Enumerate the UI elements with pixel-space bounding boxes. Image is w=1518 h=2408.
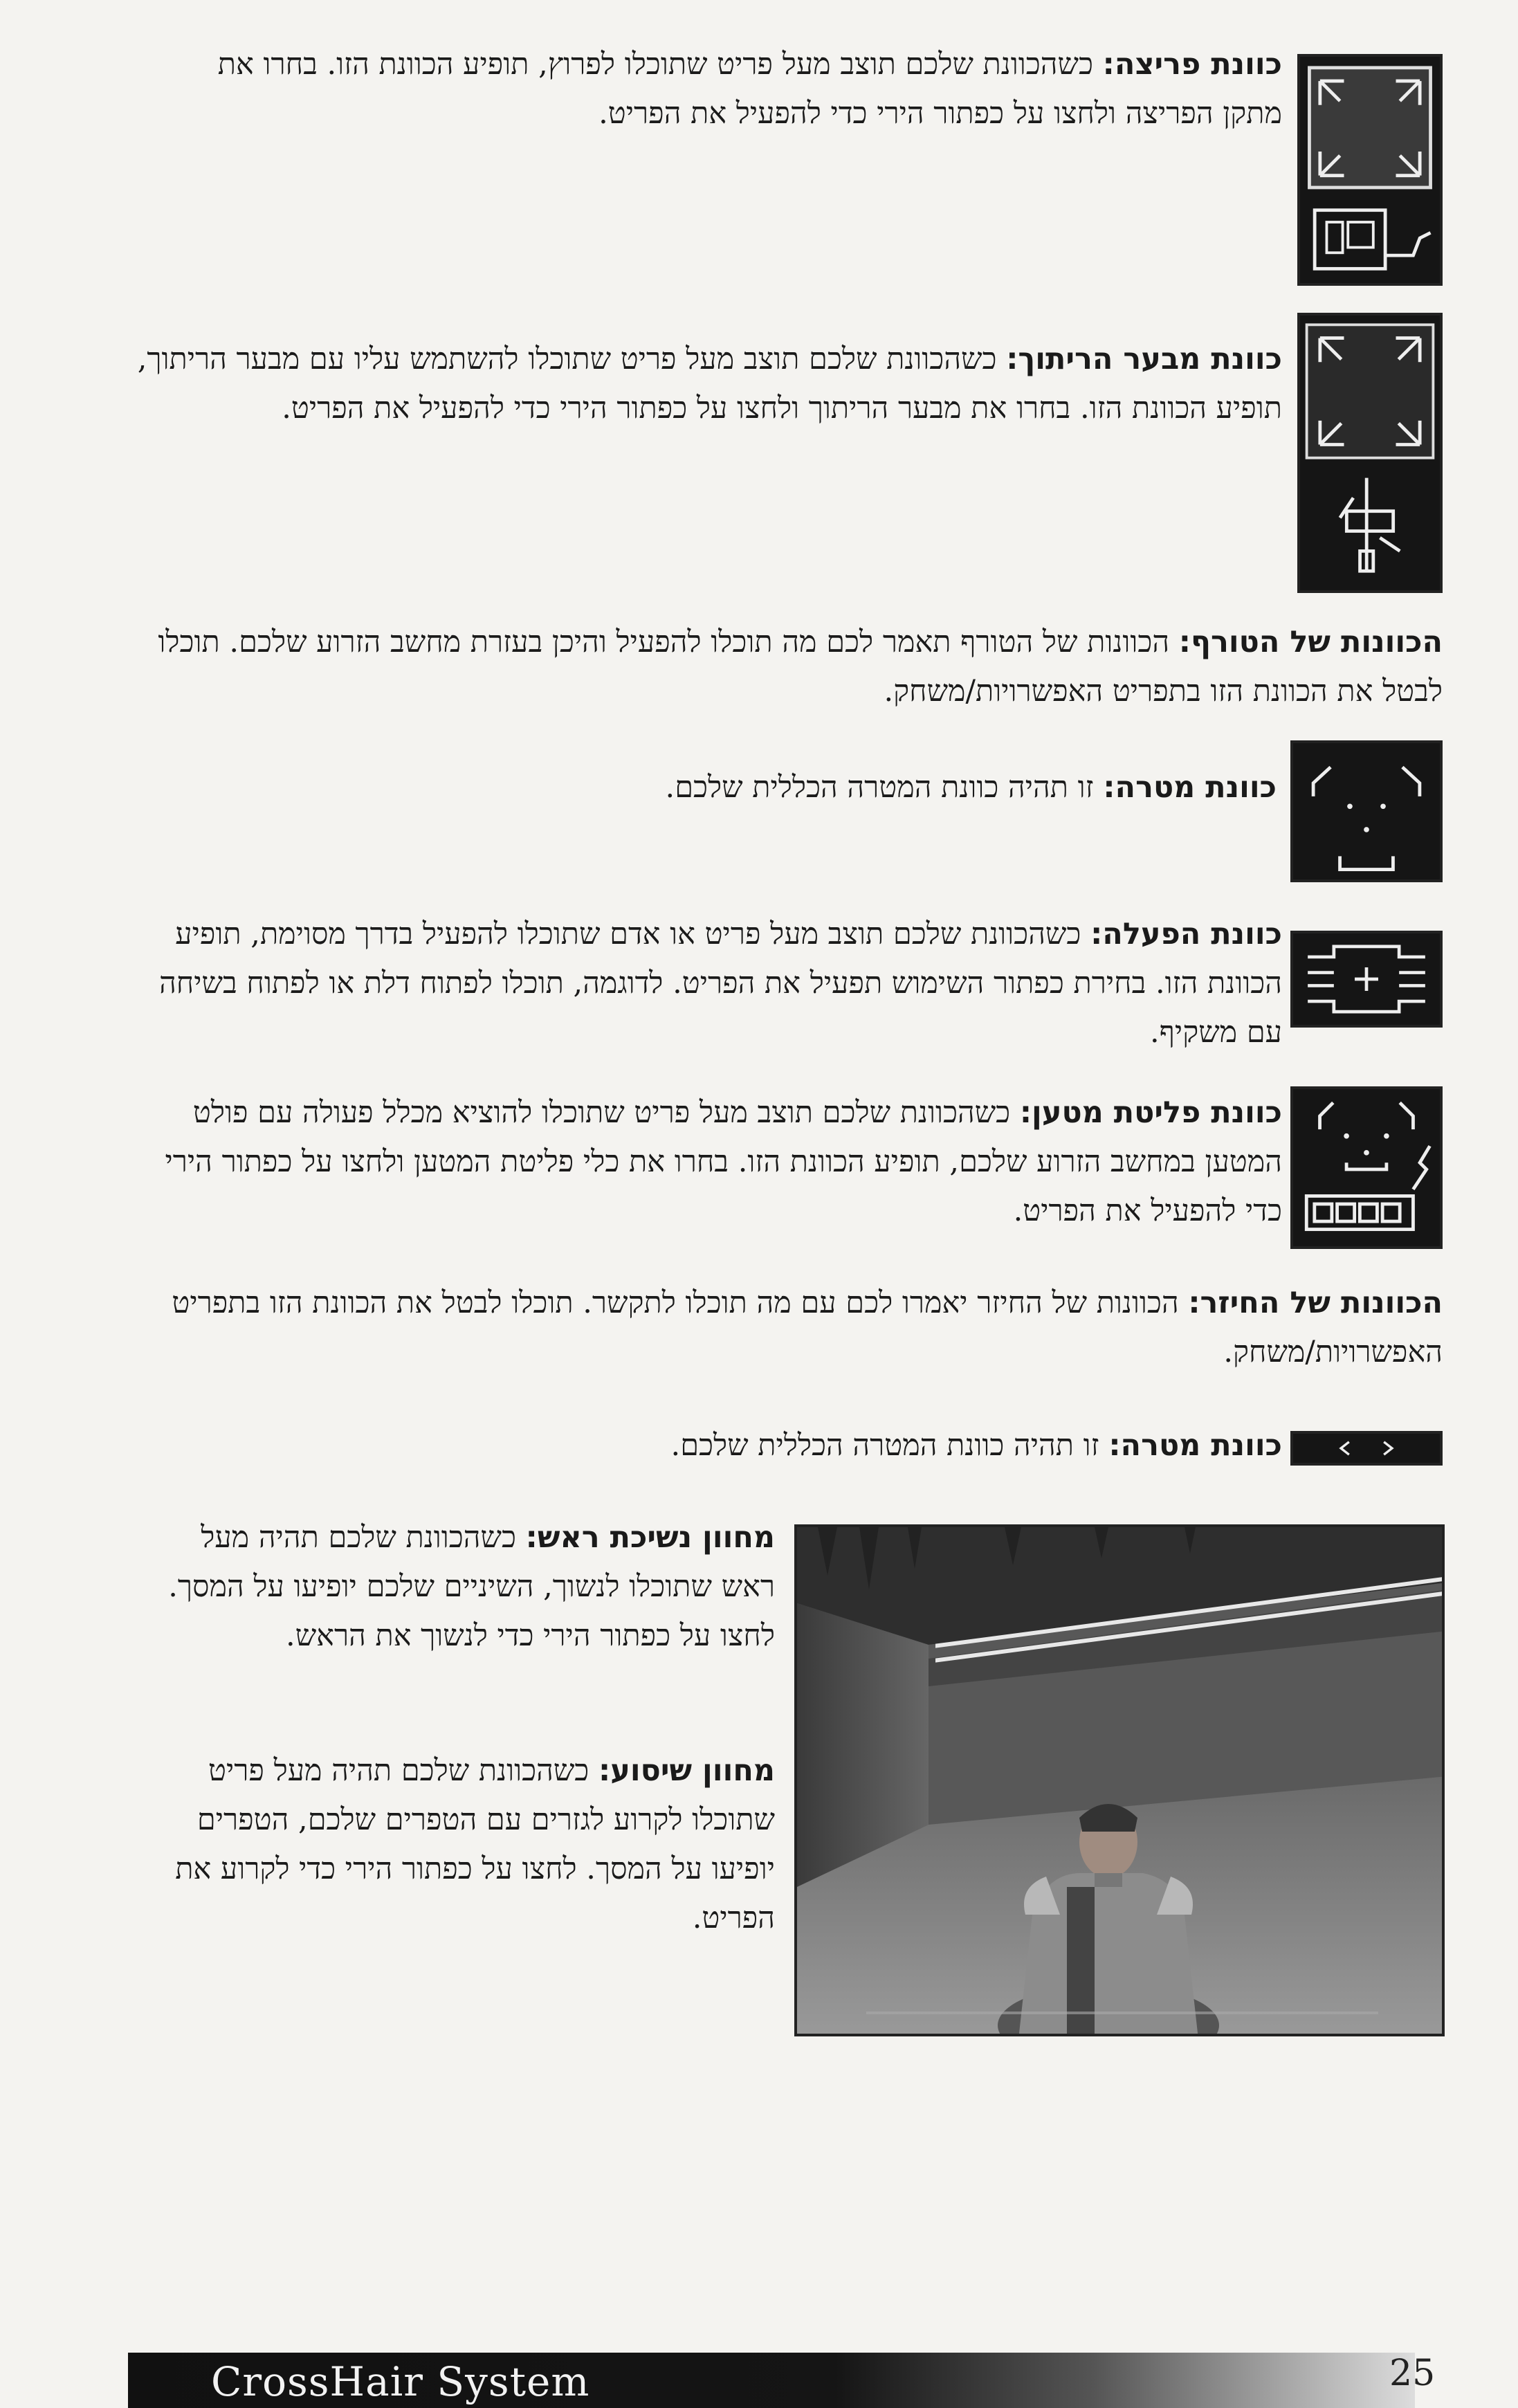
headbite-indicator-title: מחוון נשיכת ראש: (525, 1520, 775, 1555)
shred-indicator-body: כשהכוונת שלכם תהיה מעל פריט שתוכלו לקרוע לגזרים עם הטפרים שלכם, הטפרים יופיעו על המסך. לחצו על כפתור הירי כדי לקרוע את הפריט. (175, 1753, 775, 1935)
welding-torch-crosshair-text (131, 335, 1282, 433)
target-crosshair-title: כוונת מטרה: (1103, 770, 1277, 805)
alien-target-crosshair-text (156, 1421, 1282, 1470)
charge-emitter-crosshair-title: כוונת פליטת מטען: (1019, 1095, 1282, 1130)
footer-section-title: CrossHair System (211, 2358, 590, 2405)
headbite-indicator-body: כשהכוונת שלכם תהיה מעל ראש שתוכלו לנשוך, השיניים שלכם יופיעו על המסך. לחצו על כפתור הירי כדי לנשוך את הראש. (168, 1520, 775, 1653)
page-number: 25 (1389, 2353, 1436, 2394)
freeze-crosshair-title: כוונת פריצה: (1102, 47, 1282, 82)
alien-target-crosshair-title: כוונת מטרה: (1108, 1428, 1282, 1463)
welding-torch-crosshair-icon (1297, 313, 1443, 593)
predator-crosshairs-text (156, 618, 1443, 716)
alien-crosshairs-text (149, 1279, 1443, 1377)
target-crosshair-icon (1290, 740, 1443, 882)
action-crosshair-title: כוונת הפעלה: (1090, 917, 1282, 951)
headbite-indicator-text (142, 1513, 775, 1661)
shred-indicator-title: מחוון שיסוע: (598, 1753, 775, 1788)
game-screenshot (794, 1524, 1445, 2036)
shred-indicator-text (142, 1746, 775, 1943)
freeze-crosshair-icon (1297, 54, 1443, 286)
freeze-crosshair-body: כשהכוונת שלכם תוצב מעל פריט שתוכלו לפרוץ, תופיע הכוונת הזו. בחרו את מתקן הפריצה ולחצו על כפתור הירי כדי להפעיל את הפריט. (217, 47, 1282, 131)
alien-crosshairs-body: הכוונות של החיזר יאמרו לכם עם מה תוכלו לתקשר. תוכלו לבטל את הכוונת הזו בתפריט האפשרויות/משחק. (172, 1286, 1443, 1369)
alien-target-crosshair-icon (1290, 1431, 1443, 1466)
predator-crosshairs-title: הכוונות של הטורף: (1178, 625, 1443, 659)
freeze-crosshair-text (156, 40, 1282, 138)
action-crosshair-body: כשהכוונת שלכם תוצב מעל פריט או אדם שתוכלו להפעיל בדרך מסוימת, תופיע הכוונת הזו. בחירת כפתור השימוש תפעיל את הפריט. לדוגמה, תוכלו לפתוח דלת או לפתוח בשיחה עם משקיף. (159, 917, 1282, 1050)
action-crosshair-text (145, 910, 1282, 1057)
alien-crosshairs-title: הכוונות של החיזר: (1188, 1286, 1443, 1320)
target-crosshair-body: זו תהיה כוונת המטרה הכללית שלכם. (665, 770, 1104, 805)
charge-emitter-crosshair-icon (1290, 1086, 1443, 1249)
predator-crosshairs-body: הכוונות של הטורף תאמר לכם מה תוכלו להפעיל והיכן בעזרת מחשב הזרוע שלכם. תוכלו לבטל את הכוונת הזו בתפריט האפשרויות/משחק. (158, 625, 1443, 709)
charge-emitter-crosshair-text (156, 1088, 1282, 1236)
action-crosshair-icon (1290, 931, 1443, 1028)
welding-torch-crosshair-body: כשהכוונת שלכם תוצב מעל פריט שתוכלו להשתמש עליו עם מבער הריתוך, תופיע הכוונת הזו. בחרו את מבער הריתוך ולחצו על כפתור הירי כדי להפעיל את הפריט. (137, 342, 1282, 426)
alien-target-crosshair-body: זו תהיה כוונת המטרה הכללית שלכם. (670, 1428, 1109, 1463)
target-crosshair-text (156, 763, 1277, 812)
welding-torch-crosshair-title: כוונת מבער הריתוך: (1006, 342, 1282, 376)
charge-emitter-crosshair-body: כשהכוונת שלכם תוצב מעל פריט שתוכלו להוציא מכלל פעולה עם פולט המטען במחשב הזרוע שלכם, תופיע הכוונת הזו. בחרו את כלי פליטת המטען ולחצו על כפתור הירי כדי להפעיל את הפריט. (165, 1095, 1282, 1228)
